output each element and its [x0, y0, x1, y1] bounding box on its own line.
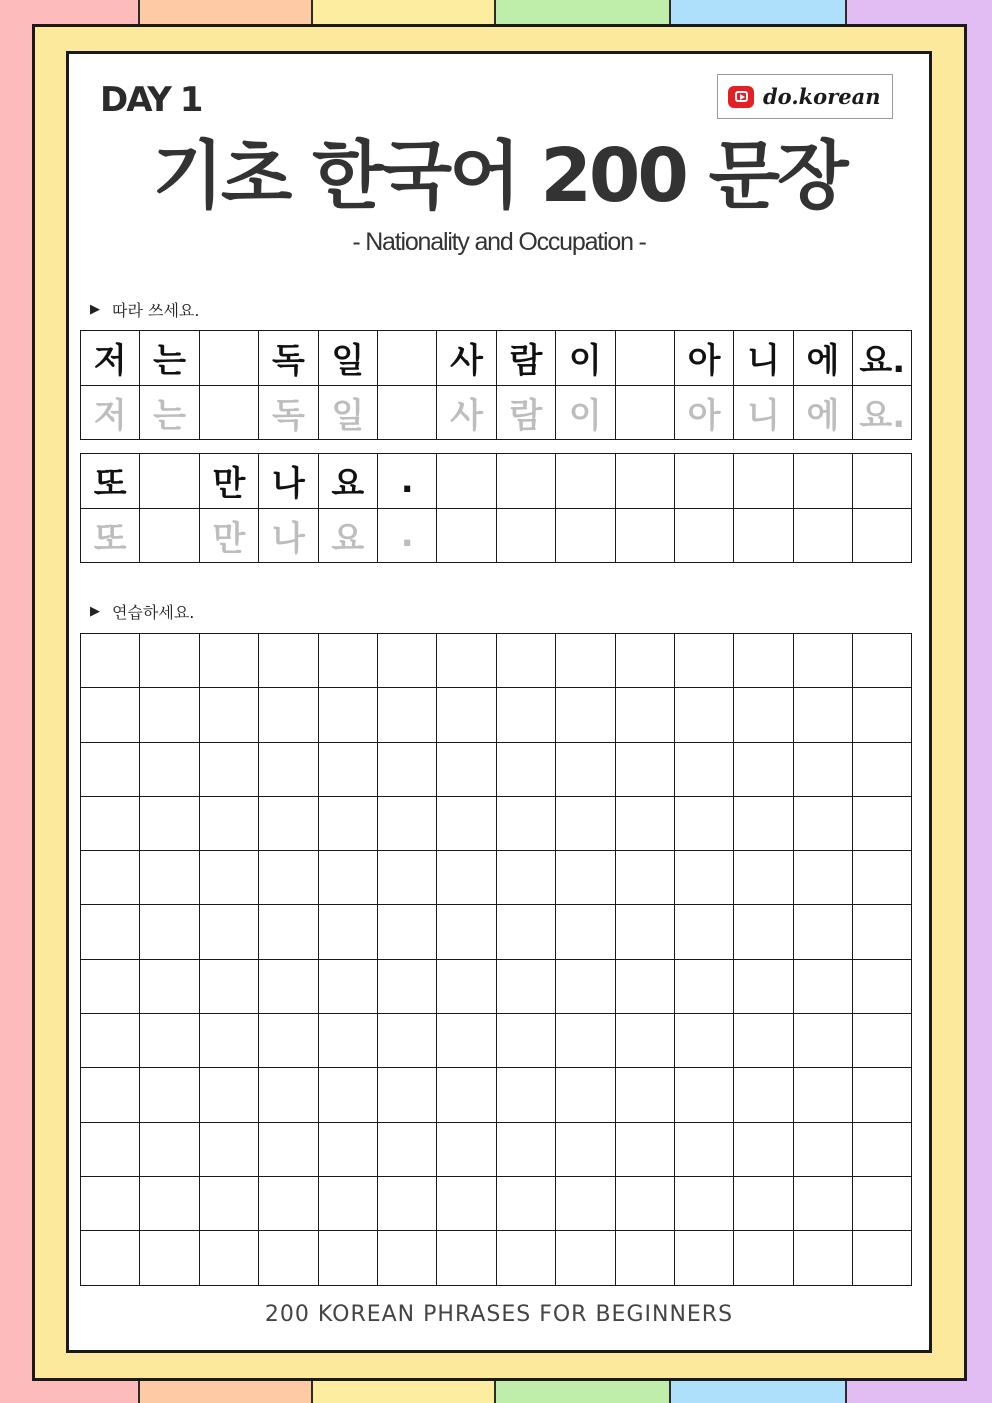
- practice-cell[interactable]: [853, 1014, 912, 1068]
- practice-cell[interactable]: [81, 1122, 140, 1176]
- practice-cell[interactable]: [674, 1231, 733, 1285]
- practice-cell[interactable]: [437, 959, 496, 1013]
- practice-cell[interactable]: [734, 1068, 793, 1122]
- practice-cell[interactable]: [793, 1122, 852, 1176]
- practice-cell[interactable]: [853, 634, 912, 688]
- practice-cell[interactable]: [615, 1122, 674, 1176]
- trace-row: [81, 508, 912, 563]
- practice-cell[interactable]: [793, 851, 852, 905]
- practice-cell[interactable]: [81, 742, 140, 796]
- practice-cell[interactable]: [199, 905, 258, 959]
- practice-cell[interactable]: [615, 1176, 674, 1230]
- practice-cell[interactable]: [199, 851, 258, 905]
- model-char-cell: 나: [259, 454, 318, 509]
- model-char-cell: [199, 331, 258, 386]
- practice-cell[interactable]: [199, 1068, 258, 1122]
- practice-cell[interactable]: [140, 851, 199, 905]
- practice-cell[interactable]: [615, 851, 674, 905]
- practice-cell[interactable]: [793, 1231, 852, 1285]
- practice-cell[interactable]: [615, 959, 674, 1013]
- practice-cell[interactable]: [199, 688, 258, 742]
- practice-cell[interactable]: [199, 1231, 258, 1285]
- practice-cell[interactable]: [793, 1068, 852, 1122]
- practice-cell[interactable]: [496, 1068, 555, 1122]
- practice-cell[interactable]: [437, 1122, 496, 1176]
- practice-cell[interactable]: [853, 851, 912, 905]
- model-char-cell: [615, 331, 674, 386]
- practice-cell[interactable]: [318, 959, 377, 1013]
- practice-row: [81, 905, 912, 959]
- practice-grid: [80, 633, 912, 1286]
- practice-cell[interactable]: [199, 1014, 258, 1068]
- model-char-cell: 아: [674, 331, 733, 386]
- trace-char-cell: 요: [318, 508, 377, 563]
- practice-cell[interactable]: [377, 742, 436, 796]
- model-char-cell: .: [377, 454, 436, 509]
- practice-cell[interactable]: [259, 959, 318, 1013]
- trace-char-cell: 만: [199, 508, 258, 563]
- practice-cell[interactable]: [853, 688, 912, 742]
- practice-cell[interactable]: [496, 742, 555, 796]
- practice-cell[interactable]: [437, 796, 496, 850]
- practice-cell[interactable]: [734, 796, 793, 850]
- practice-cell[interactable]: [615, 742, 674, 796]
- practice-cell[interactable]: [259, 1014, 318, 1068]
- practice-cell[interactable]: [259, 851, 318, 905]
- model-char-cell: [496, 454, 555, 509]
- practice-cell[interactable]: [140, 1122, 199, 1176]
- practice-cell[interactable]: [853, 1122, 912, 1176]
- practice-cell[interactable]: [496, 905, 555, 959]
- model-char-cell: 니: [734, 331, 793, 386]
- trace-char-cell: [615, 385, 674, 440]
- practice-cell[interactable]: [318, 796, 377, 850]
- triangle-bullet-icon: ▶: [90, 604, 100, 619]
- trace-char-cell: 사: [437, 385, 496, 440]
- practice-cell[interactable]: [318, 1068, 377, 1122]
- practice-cell[interactable]: [556, 1014, 615, 1068]
- trace-sentence-2: [80, 453, 912, 563]
- practice-cell[interactable]: [259, 796, 318, 850]
- practice-cell[interactable]: [259, 742, 318, 796]
- practice-row: [81, 796, 912, 850]
- trace-char-cell: 또: [81, 508, 140, 563]
- practice-cell[interactable]: [615, 634, 674, 688]
- practice-cell[interactable]: [734, 905, 793, 959]
- practice-cell[interactable]: [615, 796, 674, 850]
- model-char-cell: [615, 454, 674, 509]
- practice-cell[interactable]: [793, 796, 852, 850]
- practice-cell[interactable]: [318, 905, 377, 959]
- brand-badge: [717, 74, 893, 119]
- practice-cell[interactable]: [140, 796, 199, 850]
- trace-char-cell: [199, 385, 258, 440]
- youtube-icon: [728, 86, 754, 108]
- practice-cell[interactable]: [674, 634, 733, 688]
- model-char-cell: [140, 454, 199, 509]
- practice-cell[interactable]: [199, 796, 258, 850]
- practice-cell[interactable]: [81, 1176, 140, 1230]
- trace-char-cell: [853, 508, 912, 563]
- practice-cell[interactable]: [81, 796, 140, 850]
- trace-char-cell: [734, 508, 793, 563]
- practice-cell[interactable]: [496, 796, 555, 850]
- practice-cell[interactable]: [615, 688, 674, 742]
- day-label: DAY 1: [100, 80, 202, 120]
- practice-cell[interactable]: [793, 688, 852, 742]
- practice-cell[interactable]: [556, 905, 615, 959]
- practice-cell[interactable]: [734, 1122, 793, 1176]
- practice-cell[interactable]: [734, 742, 793, 796]
- practice-cell[interactable]: [496, 1176, 555, 1230]
- practice-cell[interactable]: [199, 742, 258, 796]
- trace-char-cell: [615, 508, 674, 563]
- practice-cell[interactable]: [377, 1068, 436, 1122]
- model-char-cell: [437, 454, 496, 509]
- model-char-cell: [853, 454, 912, 509]
- model-char-cell: 는: [140, 331, 199, 386]
- practice-cell[interactable]: [259, 1122, 318, 1176]
- practice-cell[interactable]: [140, 1231, 199, 1285]
- practice-cell[interactable]: [615, 1068, 674, 1122]
- practice-cell[interactable]: [81, 634, 140, 688]
- practice-cell[interactable]: [556, 959, 615, 1013]
- trace-section-label: ▶ 따라 쓰세요.: [90, 301, 200, 320]
- trace-char-cell: [140, 508, 199, 563]
- practice-cell[interactable]: [81, 905, 140, 959]
- trace-char-cell: 나: [259, 508, 318, 563]
- practice-cell[interactable]: [140, 1068, 199, 1122]
- practice-cell[interactable]: [81, 1068, 140, 1122]
- trace-char-cell: 아: [674, 385, 733, 440]
- model-char-cell: 만: [199, 454, 258, 509]
- practice-cell[interactable]: [853, 1068, 912, 1122]
- trace-char-cell: [674, 508, 733, 563]
- trace-char-cell: [556, 508, 615, 563]
- trace-char-cell: 에: [793, 385, 852, 440]
- practice-row: [81, 1176, 912, 1230]
- trace-row: [81, 385, 912, 440]
- practice-cell[interactable]: [437, 851, 496, 905]
- trace-char-cell: [793, 508, 852, 563]
- practice-cell[interactable]: [437, 1014, 496, 1068]
- practice-cell[interactable]: [81, 688, 140, 742]
- practice-cell[interactable]: [377, 851, 436, 905]
- practice-cell[interactable]: [318, 688, 377, 742]
- model-char-cell: [377, 331, 436, 386]
- model-char-cell: 일: [318, 331, 377, 386]
- model-row: [81, 331, 912, 386]
- trace-char-cell: 요.: [853, 385, 912, 440]
- practice-row: [81, 742, 912, 796]
- model-char-cell: [734, 454, 793, 509]
- practice-cell[interactable]: [793, 634, 852, 688]
- practice-row: [81, 634, 912, 688]
- practice-cell[interactable]: [793, 742, 852, 796]
- practice-cell[interactable]: [377, 796, 436, 850]
- practice-cell[interactable]: [674, 959, 733, 1013]
- model-char-cell: 요.: [853, 331, 912, 386]
- practice-section-label: ▶ 연습하세요.: [90, 603, 195, 622]
- practice-cell[interactable]: [437, 742, 496, 796]
- practice-cell[interactable]: [734, 634, 793, 688]
- practice-cell[interactable]: [377, 1176, 436, 1230]
- practice-row: [81, 851, 912, 905]
- practice-cell[interactable]: [318, 1122, 377, 1176]
- model-char-cell: [556, 454, 615, 509]
- practice-cell[interactable]: [140, 742, 199, 796]
- practice-cell[interactable]: [259, 634, 318, 688]
- model-char-cell: 람: [496, 331, 555, 386]
- practice-cell[interactable]: [556, 796, 615, 850]
- practice-cell[interactable]: [140, 1014, 199, 1068]
- model-char-cell: [674, 454, 733, 509]
- practice-cell[interactable]: [377, 1231, 436, 1285]
- practice-cell[interactable]: [496, 851, 555, 905]
- brand-name: do.korean: [763, 84, 881, 109]
- practice-cell[interactable]: [140, 634, 199, 688]
- practice-cell[interactable]: [199, 634, 258, 688]
- practice-cell[interactable]: [734, 1014, 793, 1068]
- practice-cell[interactable]: [556, 634, 615, 688]
- practice-cell[interactable]: [496, 1122, 555, 1176]
- practice-cell[interactable]: [556, 688, 615, 742]
- practice-cell[interactable]: [377, 688, 436, 742]
- practice-row: [81, 959, 912, 1013]
- page-title: 기초 한국어 200 문장: [152, 133, 846, 219]
- practice-cell[interactable]: [199, 1176, 258, 1230]
- practice-cell[interactable]: [377, 634, 436, 688]
- practice-cell[interactable]: [199, 959, 258, 1013]
- practice-cell[interactable]: [496, 634, 555, 688]
- practice-cell[interactable]: [674, 1068, 733, 1122]
- model-char-cell: 요: [318, 454, 377, 509]
- trace-char-cell: 람: [496, 385, 555, 440]
- practice-cell[interactable]: [615, 1231, 674, 1285]
- practice-cell[interactable]: [140, 688, 199, 742]
- practice-cell[interactable]: [377, 959, 436, 1013]
- practice-cell[interactable]: [437, 1176, 496, 1230]
- model-char-cell: 또: [81, 454, 140, 509]
- model-char-cell: 에: [793, 331, 852, 386]
- model-char-cell: 사: [437, 331, 496, 386]
- practice-row: [81, 688, 912, 742]
- practice-cell[interactable]: [793, 905, 852, 959]
- practice-cell[interactable]: [437, 1068, 496, 1122]
- practice-cell[interactable]: [853, 742, 912, 796]
- practice-cell[interactable]: [556, 1231, 615, 1285]
- practice-cell[interactable]: [556, 1068, 615, 1122]
- practice-cell[interactable]: [140, 959, 199, 1013]
- practice-cell[interactable]: [259, 905, 318, 959]
- practice-cell[interactable]: [734, 851, 793, 905]
- trace-char-cell: [437, 508, 496, 563]
- practice-cell[interactable]: [674, 905, 733, 959]
- practice-cell[interactable]: [318, 1176, 377, 1230]
- practice-cell[interactable]: [674, 1176, 733, 1230]
- practice-cell[interactable]: [496, 688, 555, 742]
- practice-row: [81, 1068, 912, 1122]
- practice-cell[interactable]: [556, 1176, 615, 1230]
- trace-char-cell: 는: [140, 385, 199, 440]
- practice-cell[interactable]: [437, 1231, 496, 1285]
- trace-char-cell: 일: [318, 385, 377, 440]
- practice-cell[interactable]: [853, 1176, 912, 1230]
- practice-cell[interactable]: [318, 851, 377, 905]
- practice-cell[interactable]: [140, 1176, 199, 1230]
- practice-cell[interactable]: [496, 1014, 555, 1068]
- practice-cell[interactable]: [377, 1122, 436, 1176]
- practice-cell[interactable]: [81, 959, 140, 1013]
- practice-cell[interactable]: [496, 1231, 555, 1285]
- practice-cell[interactable]: [81, 1014, 140, 1068]
- practice-cell[interactable]: [377, 1014, 436, 1068]
- page-subtitle: - Nationality and Occupation -: [352, 228, 646, 256]
- model-row: [81, 454, 912, 509]
- practice-cell[interactable]: [140, 905, 199, 959]
- practice-cell[interactable]: [259, 1068, 318, 1122]
- practice-cell[interactable]: [437, 634, 496, 688]
- practice-cell[interactable]: [853, 1231, 912, 1285]
- practice-cell[interactable]: [437, 905, 496, 959]
- practice-cell[interactable]: [734, 1176, 793, 1230]
- practice-cell[interactable]: [674, 851, 733, 905]
- practice-cell[interactable]: [377, 905, 436, 959]
- practice-cell[interactable]: [674, 1014, 733, 1068]
- practice-cell[interactable]: [318, 1231, 377, 1285]
- practice-cell[interactable]: [259, 1231, 318, 1285]
- trace-char-cell: 저: [81, 385, 140, 440]
- trace-char-cell: 이: [556, 385, 615, 440]
- practice-cell[interactable]: [318, 742, 377, 796]
- trace-char-cell: [496, 508, 555, 563]
- model-char-cell: 독: [259, 331, 318, 386]
- practice-row: [81, 1122, 912, 1176]
- practice-row: [81, 1014, 912, 1068]
- practice-cell[interactable]: [318, 1014, 377, 1068]
- practice-cell[interactable]: [556, 1122, 615, 1176]
- triangle-bullet-icon: ▶: [90, 302, 100, 317]
- practice-cell[interactable]: [674, 688, 733, 742]
- trace-char-cell: 독: [259, 385, 318, 440]
- practice-cell[interactable]: [259, 688, 318, 742]
- practice-cell[interactable]: [793, 959, 852, 1013]
- practice-cell[interactable]: [853, 905, 912, 959]
- practice-cell[interactable]: [734, 1231, 793, 1285]
- practice-cell[interactable]: [674, 1122, 733, 1176]
- practice-cell[interactable]: [259, 1176, 318, 1230]
- footer-text: 200 KOREAN PHRASES FOR BEGINNERS: [264, 1302, 734, 1327]
- practice-cell[interactable]: [199, 1122, 258, 1176]
- practice-cell[interactable]: [734, 959, 793, 1013]
- practice-cell[interactable]: [318, 634, 377, 688]
- practice-cell[interactable]: [81, 851, 140, 905]
- practice-cell[interactable]: [674, 742, 733, 796]
- practice-cell[interactable]: [615, 905, 674, 959]
- practice-cell[interactable]: [793, 1176, 852, 1230]
- model-char-cell: [793, 454, 852, 509]
- practice-cell[interactable]: [556, 851, 615, 905]
- practice-cell[interactable]: [853, 796, 912, 850]
- model-char-cell: 이: [556, 331, 615, 386]
- practice-row: [81, 1231, 912, 1285]
- trace-sentence-1: [80, 330, 912, 440]
- trace-char-cell: [377, 385, 436, 440]
- practice-cell[interactable]: [793, 1014, 852, 1068]
- practice-cell[interactable]: [674, 796, 733, 850]
- practice-cell[interactable]: [615, 1014, 674, 1068]
- practice-cell[interactable]: [81, 1231, 140, 1285]
- trace-char-cell: 니: [734, 385, 793, 440]
- practice-cell[interactable]: [496, 959, 555, 1013]
- practice-cell[interactable]: [556, 742, 615, 796]
- trace-char-cell: .: [377, 508, 436, 563]
- practice-cell[interactable]: [853, 959, 912, 1013]
- model-char-cell: 저: [81, 331, 140, 386]
- practice-cell[interactable]: [734, 688, 793, 742]
- practice-cell[interactable]: [437, 688, 496, 742]
